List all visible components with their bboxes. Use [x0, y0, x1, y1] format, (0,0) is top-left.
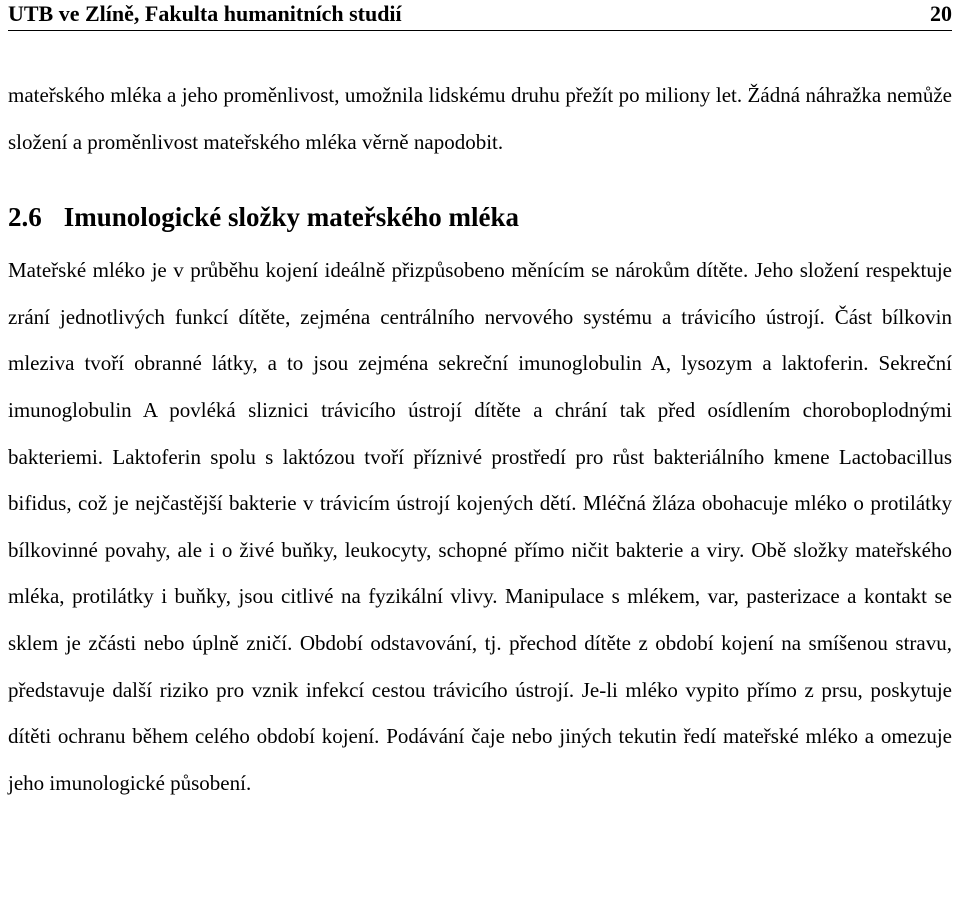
- header-title: UTB ve Zlíně, Fakulta humanitních studií: [8, 1, 402, 26]
- header-divider: [8, 30, 952, 31]
- continuation-paragraph: mateřského mléka a jeho proměnlivost, umožnila lidskému druhu přežít po miliony let. Žádná náhražka nemůže složení a proměnlivost mateřského mléka věrně napodobit.: [8, 83, 952, 154]
- page-number: 20: [930, 1, 952, 26]
- body-paragraph: Mateřské mléko je v průběhu kojení ideálně přizpůsobeno měnícím se nárokům dítěte. Jeho složení respektuje zrání jednotlivých funkcí dítěte, zejména centrálního nervového systému a trávicího ústrojí. Část bílkovin mleziva tvoří obranné látky, a to jsou zejména sekreční imunoglobulin A, lysozym a laktoferin. Sekreční imunoglobulin A povléká sliznici trávicího ústrojí dítěte a chrání tak před osídlením choroboplodnými bakteriemi. Laktoferin spolu s laktózou tvoří příznivé prostředí pro růst bakteriálního kmene Lactobacillus bifidus, což je nejčastější bakterie v trávicím ústrojí kojených dětí. Mléčná žláza obohacuje mléko o protilátky bílkovinné povahy, ale i o živé buňky, leukocyty, schopné přímo ničit bakterie a viry. Obě složky mateřského mléka, protilátky i buňky, jsou citlivé na fyzikální vlivy. Manipulace s mlékem, var, pasterizace a kontakt se sklem je zčásti nebo úplně zničí. Období odstavování, tj. přechod dítěte z období kojení na smíšenou stravu, představuje další riziko pro vznik infekcí cestou trávicího ústrojí. Je-li mléko vypito přímo z prsu, poskytuje dítěti ochranu během celého období kojení. Podávání čaje nebo jiných tekutin ředí mateřské mléko a omezuje jeho imunologické působení.: [8, 258, 952, 795]
- running-header: [8, 0, 952, 30]
- section-heading: [8, 197, 952, 237]
- section-title: Imunologické složky mateřského mléka: [63, 202, 519, 233]
- section-number: 2.6: [8, 202, 42, 233]
